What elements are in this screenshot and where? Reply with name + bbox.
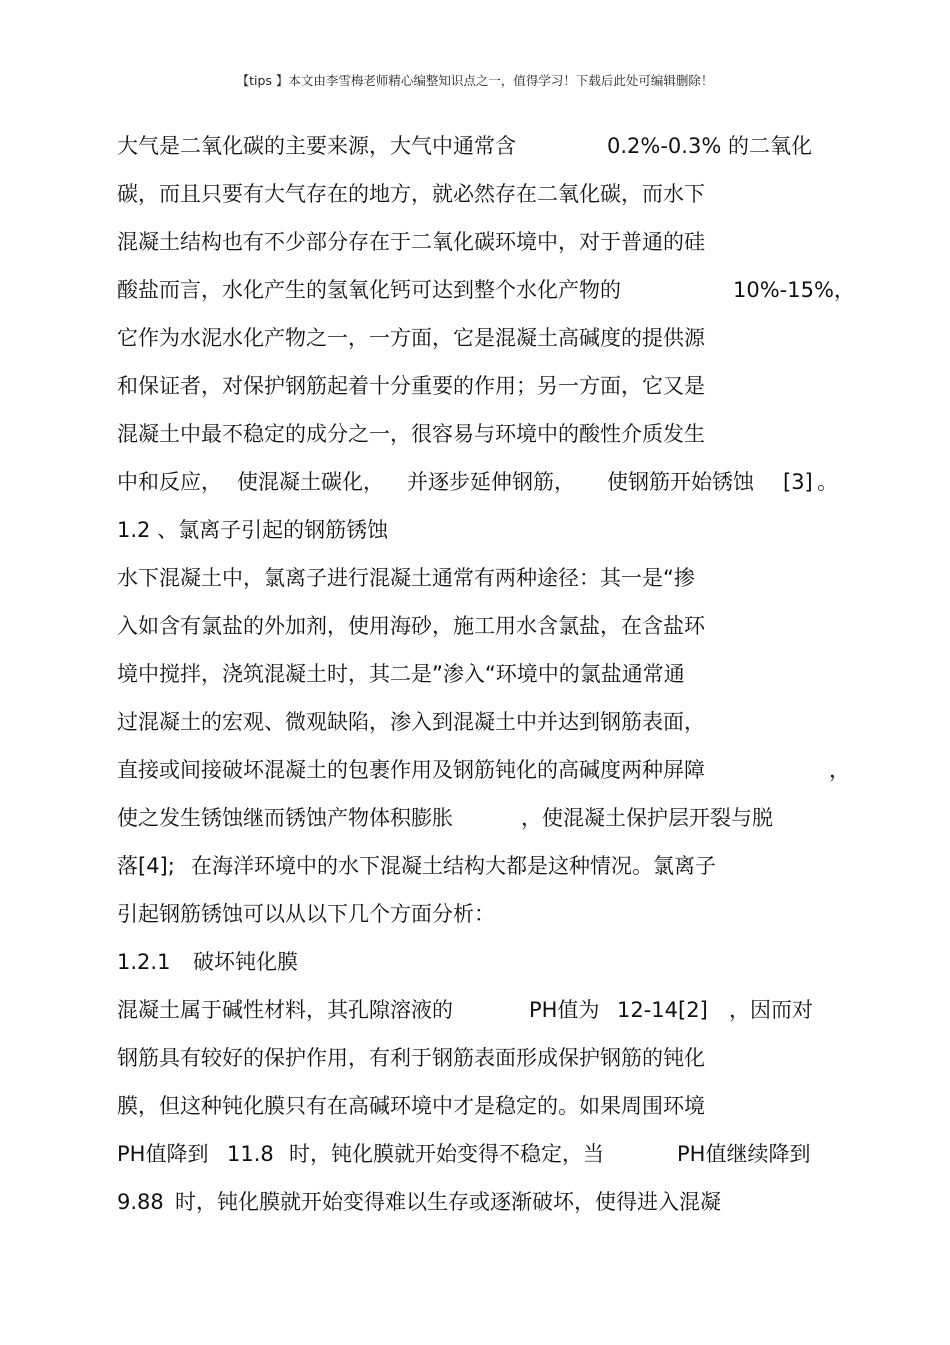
text-segment: 钢筋具有较好的保护作用，有利于钢筋表面形成保护钢筋的钝化 bbox=[117, 1046, 705, 1070]
text-segment: 使混凝土碳化， bbox=[237, 470, 384, 494]
text-segment: 酸盐而言，水化产生的氢氧化钙可达到整个水化产物的 bbox=[117, 278, 621, 302]
text-segment: 混凝土结构也有不少部分存在于二氧化碳环境中，对于普通的硅 bbox=[117, 230, 705, 254]
text-segment: 1.2 、氯离子引起的钢筋锈蚀 bbox=[117, 518, 389, 542]
text-segment: 膜，但这种钝化膜只有在高碱环境中才是稳定的。如果周围环境 bbox=[117, 1094, 705, 1118]
text-segment: 在海洋环境中的水下混凝土结构大都是这种情况。氯离子 bbox=[191, 854, 716, 878]
text-segment: 。 bbox=[817, 470, 838, 494]
text-segment: 入如含有氯盐的外加剂，使用海砂，施工用水含氯盐，在含盐环 bbox=[117, 614, 705, 638]
text-segment: 时，钝化膜就开始变得不稳定，当 bbox=[289, 1142, 604, 1166]
text-segment: PH值为 bbox=[529, 998, 600, 1022]
text-segment: 使之发生锈蚀继而锈蚀产物体积膨胀 bbox=[117, 806, 453, 830]
header-note: 【tips 】本文由李雪梅老师精心编整知识点之一，值得学习！下载后此处可编辑删除！ bbox=[236, 73, 714, 88]
text-segment: 过混凝土的宏观、微观缺陷，渗入到混凝土中并达到钢筋表面， bbox=[117, 710, 705, 734]
text-segment: 中和反应， bbox=[117, 470, 222, 494]
text-segment: PH值继续降到 bbox=[677, 1142, 811, 1166]
text-segment: 时，钝化膜就开始变得难以生存或逐渐破坏，使得进入混凝 bbox=[175, 1190, 721, 1214]
text-segment: ，因而对 bbox=[729, 998, 813, 1022]
text-segment: ，使混凝土保护层开裂与脱 bbox=[521, 806, 773, 830]
text-segment: 和保证者，对保护钢筋起着十分重要的作用；另一方面，它又是 bbox=[117, 374, 705, 398]
text-segment: 12-14[2] bbox=[617, 998, 708, 1022]
text-segment: 直接或间接破坏混凝土的包裹作用及钢筋钝化的高碱度两种屏障 bbox=[117, 758, 705, 782]
text-segment: 破坏钝化膜 bbox=[193, 950, 298, 974]
text-segment: 1.2.1 bbox=[117, 950, 171, 974]
text-segment: 混凝土属于碱性材料，其孔隙溶液的 bbox=[117, 998, 453, 1022]
text-segment: [3] bbox=[783, 470, 813, 494]
text-segment: ， bbox=[829, 758, 850, 782]
text-segment: 9.88 bbox=[117, 1190, 164, 1214]
text-segment: 使钢筋开始锈蚀 bbox=[607, 470, 754, 494]
text-segment: 碳，而且只要有大气存在的地方，就必然存在二氧化碳，而水下 bbox=[117, 182, 705, 206]
text-segment: 它作为水泥水化产物之一，一方面，它是混凝土高碱度的提供源 bbox=[117, 326, 705, 350]
text-segment: 引起钢筋锈蚀可以从以下几个方面分析： bbox=[117, 902, 495, 926]
text-segment: 10%-15%， bbox=[733, 278, 855, 302]
text-segment: 0.2%-0.3% 的二氧化 bbox=[607, 134, 812, 158]
text-segment: 大气是二氧化碳的主要来源，大气中通常含 bbox=[117, 134, 516, 158]
text-segment: 并逐步延伸钢筋， bbox=[407, 470, 575, 494]
text-segment: 混凝土中最不稳定的成分之一，很容易与环境中的酸性介质发生 bbox=[117, 422, 705, 446]
text-segment: 落[4]; bbox=[117, 854, 175, 878]
text-segment: 水下混凝土中，氯离子进行混凝土通常有两种途径：其一是“掺 bbox=[117, 566, 695, 590]
text-segment: 境中搅拌，浇筑混凝土时，其二是”渗入“环境中的氯盐通常通 bbox=[117, 662, 685, 686]
text-segment: PH值降到 bbox=[117, 1142, 209, 1166]
text-segment: 11.8 bbox=[227, 1142, 274, 1166]
